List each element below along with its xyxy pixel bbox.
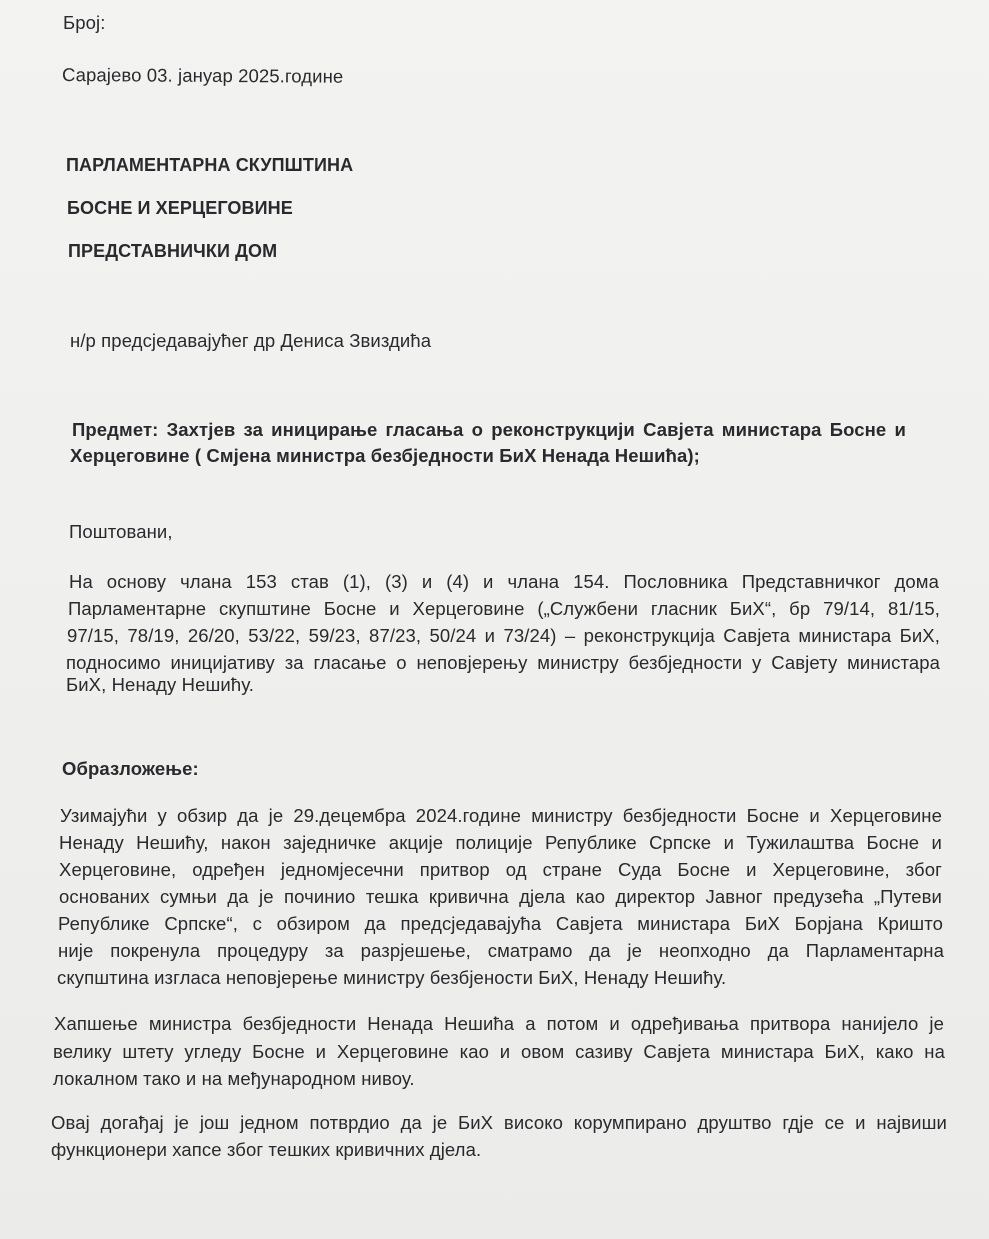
- salutation: Поштовани,: [69, 521, 173, 542]
- recipient-line-1: ПАРЛАМЕНТАРНА СКУПШТИНА: [66, 155, 354, 175]
- reasoning-p2-line-3: локалном тако и на међународном нивоу.: [53, 1068, 415, 1089]
- place-and-date: Сарајево 03. јануар 2025.године: [61, 64, 344, 87]
- reasoning-p1-line-6: није покренула процедуру за разрјешење, сматрамо да је неопходно да Парламентарна: [58, 940, 944, 961]
- intro-line-2: Парламентарне скупштине Босне и Херцеговине („Службени гласник БиХ“, бр 79/14, 81/15,: [68, 598, 940, 619]
- reasoning-p3-line-2: функционери хапсе због тешких кривичних дјела.: [51, 1139, 482, 1160]
- reasoning-p1-line-4: основаних сумњи да је починио тешка кривична дјела као директор Јавног предузећа „Путеви: [59, 886, 942, 907]
- intro-line-3: 97/15, 78/19, 26/20, 53/22, 59/23, 87/23, 50/24 и 73/24) – реконструкција Савјета министара БиХ,: [67, 625, 940, 646]
- subject-line-2: Херцеговине ( Смјена министра безбједности БиХ Ненада Нешића);: [70, 445, 700, 466]
- reasoning-p1-line-2: Ненаду Нешићу, након заједничке акције полиције Републике Српске и Тужилаштва Босне и: [59, 832, 942, 853]
- subject-line-1: Предмет: Захтјев за иницирање гласања о реконструкцији Савјета министара Босне и: [72, 419, 906, 440]
- recipient-line-3: ПРЕДСТАВНИЧКИ ДОМ: [68, 241, 278, 261]
- reasoning-p1-line-7: скупштина изгласа неповјерење министру безбјености БиХ, Ненаду Нешићу.: [57, 967, 727, 988]
- intro-line-1: На основу члана 153 став (1), (3) и (4) и члана 154. Пословника Представничког дома: [69, 571, 939, 592]
- intro-line-5: БиХ, Ненаду Нешићу.: [66, 674, 254, 695]
- reasoning-p1-line-5: Републике Српске“, с обзиром да предсједавајућа Савјета министара БиХ Борјана Кришто: [58, 913, 943, 934]
- recipient-line-2: БОСНЕ И ХЕРЦЕГОВИНЕ: [67, 198, 293, 218]
- attention-line: н/р предсједавајућег др Дениса Звиздића: [70, 330, 432, 351]
- reasoning-p1-line-1: Узимајући у обзир да је 29.децембра 2024.године министру безбједности Босне и Херцеговине: [60, 805, 942, 826]
- reasoning-p2-line-2: велику штету угледу Босне и Херцеговине као и овом сазиву Савјета министара БиХ, како на: [53, 1041, 945, 1062]
- reasoning-p2-line-1: Хапшење министра безбједности Ненада Нешића а потом и одређивања притвора нанијело је: [54, 1013, 944, 1034]
- reasoning-p1-line-3: Херцеговине, одређен једномјесечни притвор од стране Суда Босне и Херцеговине, због: [59, 859, 942, 880]
- document-number-label: Број:: [63, 12, 106, 33]
- intro-line-4: подносимо иницијативу за гласање о неповјерењу министру безбједности у Савјету министара: [66, 652, 940, 673]
- reasoning-title: Образложење:: [62, 758, 199, 779]
- reasoning-p3-line-1: Овај догађај је још једном потврдио да је БиХ високо корумпирано друштво гдје се и највиши: [51, 1112, 947, 1133]
